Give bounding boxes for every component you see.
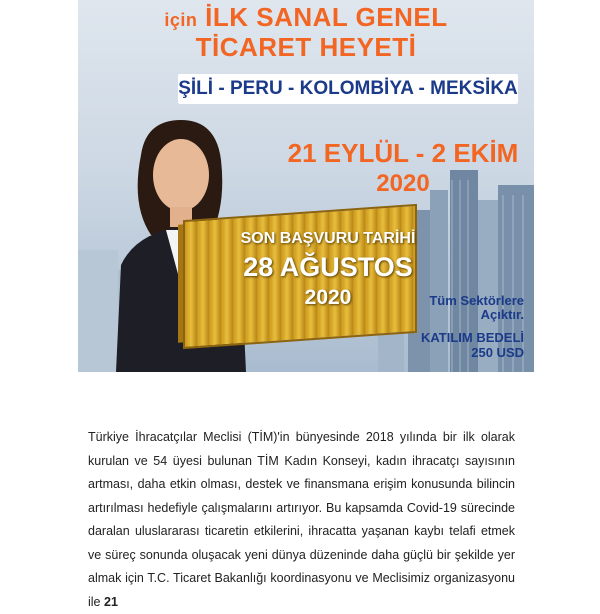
countries-strip: ŞİLİ - PERU - KOLOMBİYA - MEKSİKA	[178, 74, 518, 104]
banner-title-line2: TİCARET HEYETİ	[195, 32, 417, 62]
deadline-date: 28 AĞUSTOS	[243, 252, 413, 282]
title-line1-text: İLK SANAL GENEL	[205, 2, 448, 32]
body-paragraph	[88, 426, 515, 614]
deadline-label: SON BAŞVURU TARİHİ	[240, 230, 416, 247]
event-dates: 21 EYLÜL - 2 EKİM	[287, 138, 519, 168]
fee-label: KATILIM BEDELİ	[420, 330, 524, 345]
fee-amount: 250 USD	[471, 345, 524, 360]
banner-title-line1	[78, 2, 534, 35]
title-prefix: için	[164, 10, 198, 30]
deadline-year: 2020	[304, 286, 352, 309]
article-body	[88, 426, 515, 614]
event-banner	[78, 0, 534, 372]
sectors-note: Tüm Sektörlere Açıktır.	[429, 293, 524, 322]
participation-fee	[378, 330, 524, 360]
body-paragraph-text: Türkiye İhracatçılar Meclisi (TİM)'in bünyesinde 2018 yılında bir ilk olarak kurulan ve 54 üyesi bulunan TİM Kadın Konseyi, kadın ihracatçı sayısının artması, daha etkin olması, destek ve finansmana erişim konusunda bilincin artırılması hedefiyle çalışmalarını artırıyor. Bu kapsamda Covid-19 sürecinde daralan uluslararası ticaretin etkilerini, ihracatta yaşanan kaybı telafi etmek ve süreç sonunda oluşacak yeni dünya düzeninde daha güçlü bir şekilde yer almak için T.C. Ticaret Bakanlığı koordinasyonu ve Meclisimiz organizasyonu ile	[88, 430, 515, 609]
event-year: 2020	[376, 170, 430, 197]
body-paragraph-bold-tail: 21	[104, 594, 118, 609]
